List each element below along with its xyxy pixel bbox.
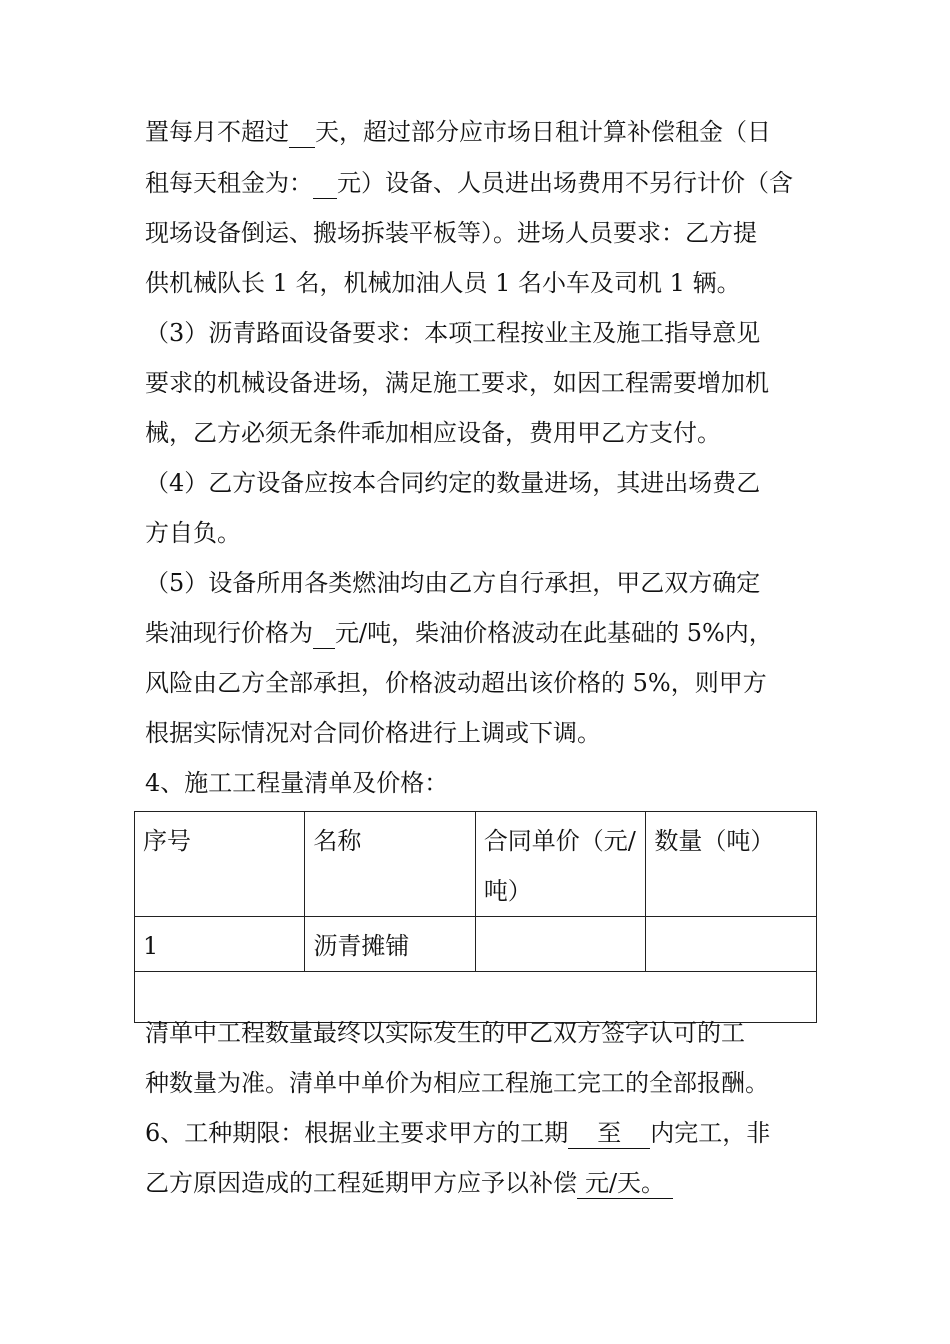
para4-line1: （5）设备所用各类燃油均由乙方自行承担，甲乙双方确定 <box>145 569 761 597</box>
blank-compensation: 元/天。 <box>577 1168 673 1199</box>
text-span: 6、工种期限：根据业主要求甲方的工期 <box>145 1119 569 1147</box>
para1-line2 <box>145 168 835 199</box>
header-cell-index: 序号 <box>135 812 305 917</box>
section6-line1 <box>145 1118 835 1149</box>
text-span: 租每天租金为： <box>145 169 313 197</box>
blank-days <box>289 117 315 148</box>
text-span: 元/吨，柴油价格波动在此基础的 5%内， <box>335 619 773 647</box>
quantity-price-table <box>134 811 817 1023</box>
para4-line2 <box>145 618 835 649</box>
para5-line2: 种数量为准。清单中单价为相应工程施工完工的全部报酬。 <box>145 1069 769 1097</box>
text-span: 内完工，非 <box>650 1119 771 1147</box>
table-row <box>135 917 817 972</box>
cell-unit-price <box>475 917 646 972</box>
text-span: 置每月不超过 <box>145 118 289 146</box>
header-cell-unit-price: 合同单价（元/吨） <box>475 812 646 917</box>
para4-line3: 风险由乙方全部承担，价格波动超出该价格的 5%，则甲方 <box>145 669 767 697</box>
empty-cell <box>135 972 817 1023</box>
para2-line1: （3）沥青路面设备要求：本项工程按业主及施工指导意见 <box>145 319 761 347</box>
para4-line4: 根据实际情况对合同价格进行上调或下调。 <box>145 719 601 747</box>
cell-quantity <box>646 917 817 972</box>
para2-line3: 械，乙方必须无条件乖加相应设备，费用甲乙方支付。 <box>145 419 721 447</box>
section4-title: 4、施工工程量清单及价格： <box>145 769 449 797</box>
text-span: 柴油现行价格为 <box>145 619 313 647</box>
para2-line2: 要求的机械设备进场，满足施工要求，如因工程需要增加机 <box>145 369 769 397</box>
section6-line2 <box>145 1168 835 1199</box>
para3-line1: （4）乙方设备应按本合同约定的数量进场，其进出场费乙 <box>145 469 761 497</box>
text-span: 元）设备、人员进出场费用不另行计价（含 <box>337 169 793 197</box>
table-empty-row <box>135 972 817 1023</box>
text-span: 天，超过部分应市场日租计算补偿租金（日 <box>315 118 771 146</box>
para5-line1: 清单中工程数量最终以实际发生的甲乙双方签字认可的工 <box>145 1019 745 1047</box>
text-span: 乙方原因造成的工程延期甲方应予以补偿 <box>145 1169 577 1197</box>
para3-line2: 方自负。 <box>145 519 241 547</box>
para1-line4: 供机械队长 1 名，机械加油人员 1 名小车及司机 1 辆。 <box>145 269 741 297</box>
blank-diesel-price <box>313 618 335 649</box>
header-cell-quantity: 数量（吨） <box>646 812 817 917</box>
blank-rent <box>313 168 337 199</box>
blank-period-range: 至 <box>568 1118 650 1149</box>
para1-line3: 现场设备倒运、搬场拆装平板等）。进场人员要求：乙方提 <box>145 219 757 247</box>
header-cell-name: 名称 <box>305 812 475 917</box>
cell-index: 1 <box>135 917 305 972</box>
table-header-row <box>135 812 817 917</box>
para1-line1 <box>145 117 835 148</box>
cell-name: 沥青摊铺 <box>305 917 475 972</box>
